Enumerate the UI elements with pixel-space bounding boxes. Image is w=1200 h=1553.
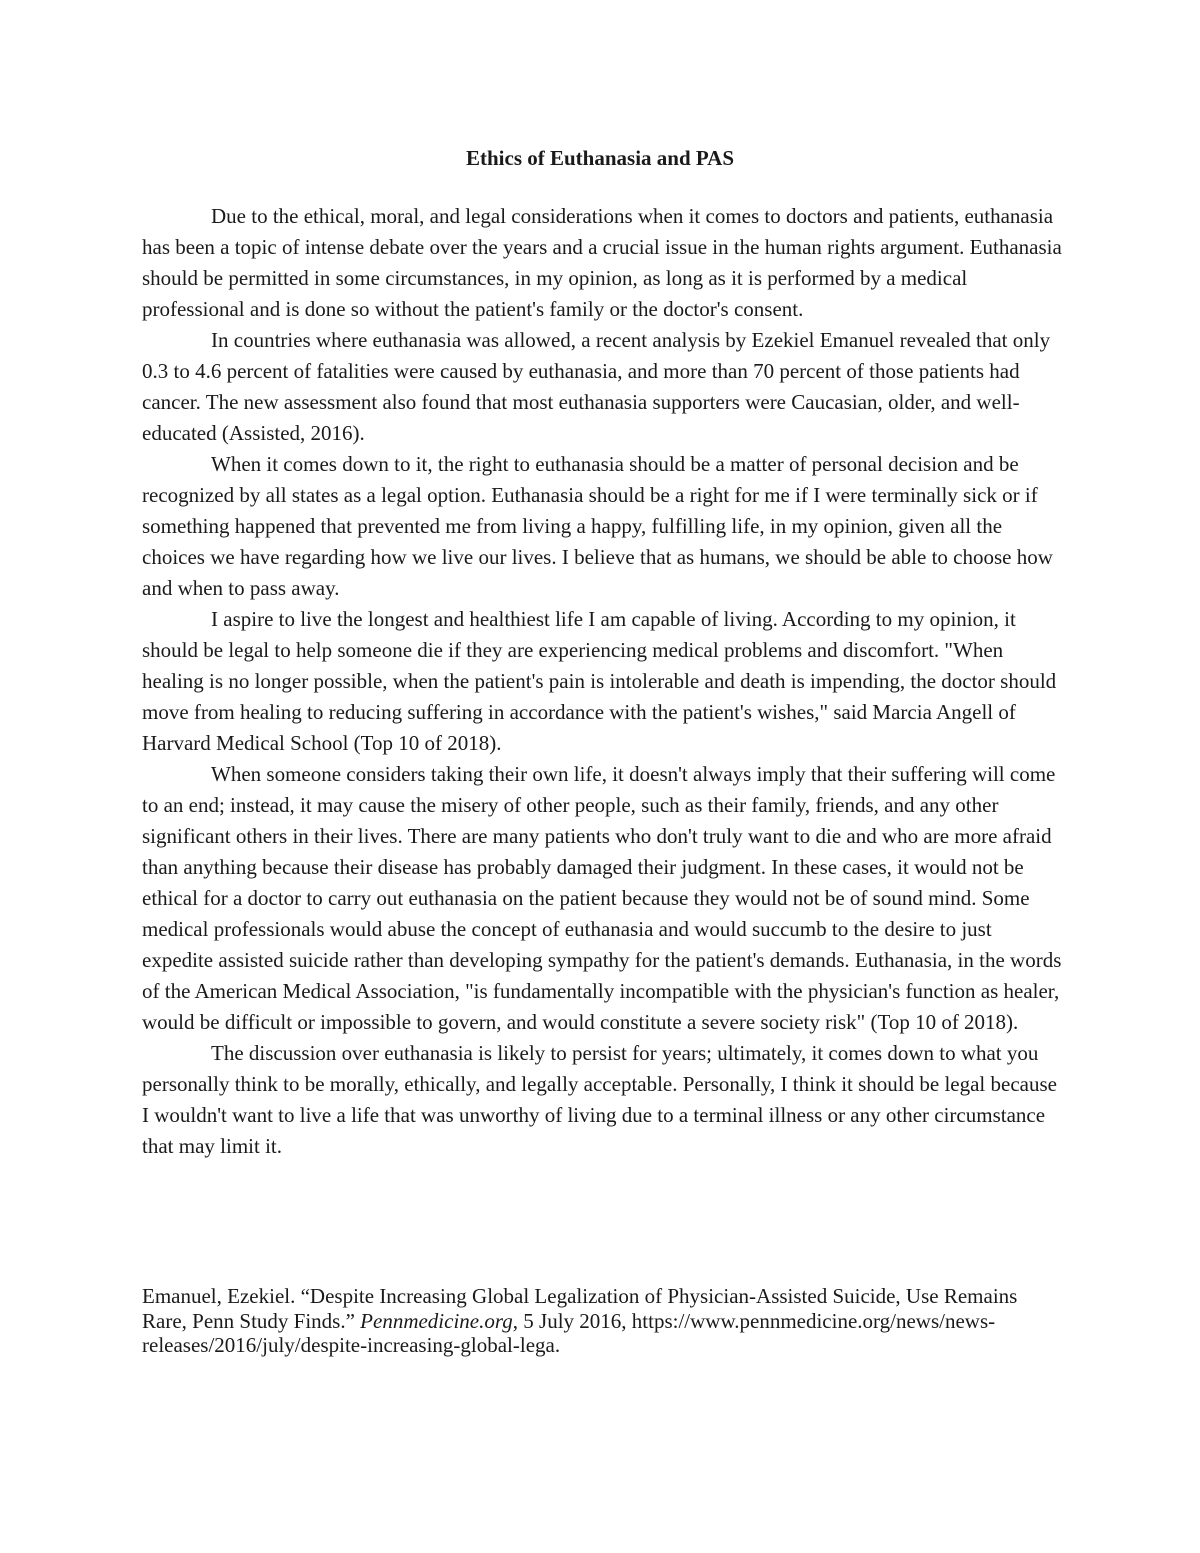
paragraph-statistics: In countries where euthanasia was allowed, a recent analysis by Ezekiel Emanuel revealed that only 0.3 to 4.6 percent of fatalities were caused by euthanasia, and more than 70 percent of those patients had cancer. The new assessment also found that most euthanasia supporters were Caucasian, older, and well-educated (Assisted, 2016). xyxy=(142,328,1051,445)
paragraph-healing: I aspire to live the longest and healthiest life I am capable of living. According to my opinion, it should be legal to help someone die if they are experiencing medical problems and discomfort. "When healing is no longer possible, when the patient's pain is intolerable and death is impending, the doctor should move from healing to reducing suffering in accordance with the patient's wishes," said Marcia Angell of Harvard Medical School (Top 10 of 2018). xyxy=(142,607,1057,755)
document-body xyxy=(142,201,1062,1162)
citation-tail: , 5 July 2016, https://www.pennmedicine.org/news/news-releases/2016/july/despite-increasing-global-lega. xyxy=(142,1308,996,1357)
paragraph-intro: Due to the ethical, moral, and legal considerations when it comes to doctors and patients, euthanasia has been a topic of intense debate over the years and a crucial issue in the human rights argument. Euthanasia should be permitted in some circumstances, in my opinion, as long as it is performed by a medical professional and is done so without the patient's family or the doctor's consent. xyxy=(142,204,1062,321)
works-cited-entry xyxy=(142,1284,1062,1358)
citation-lead: Emanuel, Ezekiel. “Despite Increasing Global Legalization of Physician-Assisted Suicide, Use Remains Rare, Penn Study Finds.” xyxy=(142,1284,1018,1333)
paragraph-counterargument: When someone considers taking their own life, it doesn't always imply that their suffering will come to an end; instead, it may cause the misery of other people, such as their family, friends, and any other significant others in their lives. There are many patients who don't truly want to die and who are more afraid than anything because their disease has probably damaged their judgment. In these cases, it would not be ethical for a doctor to carry out euthanasia on the patient because they would not be of sound mind. Some medical professionals would abuse the concept of euthanasia and would succumb to the desire to just expedite assisted suicide rather than developing sympathy for the patient's demands. Euthanasia, in the words of the American Medical Association, "is fundamentally incompatible with the physician's function as healer, would be difficult or impossible to govern, and would constitute a severe society risk" (Top 10 of 2018). xyxy=(142,762,1062,1034)
paragraph-personal-decision: When it comes down to it, the right to euthanasia should be a matter of personal decision and be recognized by all states as a legal option. Euthanasia should be a right for me if I were terminally sick or if something happened that prevented me from living a happy, fulfilling life, in my opinion, given all the choices we have regarding how we live our lives. I believe that as humans, we should be able to choose how and when to pass away. xyxy=(142,452,1053,600)
citation-source: Pennmedicine.org xyxy=(360,1308,513,1333)
citation-text xyxy=(142,1284,1062,1358)
paragraph-conclusion: The discussion over euthanasia is likely to persist for years; ultimately, it comes down to what you personally think to be morally, ethically, and legally acceptable. Personally, I think it should be legal because I wouldn't want to live a life that was unworthy of living due to a terminal illness or any other circumstance that may limit it. xyxy=(142,1041,1057,1158)
document-title: Ethics of Euthanasia and PAS xyxy=(465,146,735,170)
